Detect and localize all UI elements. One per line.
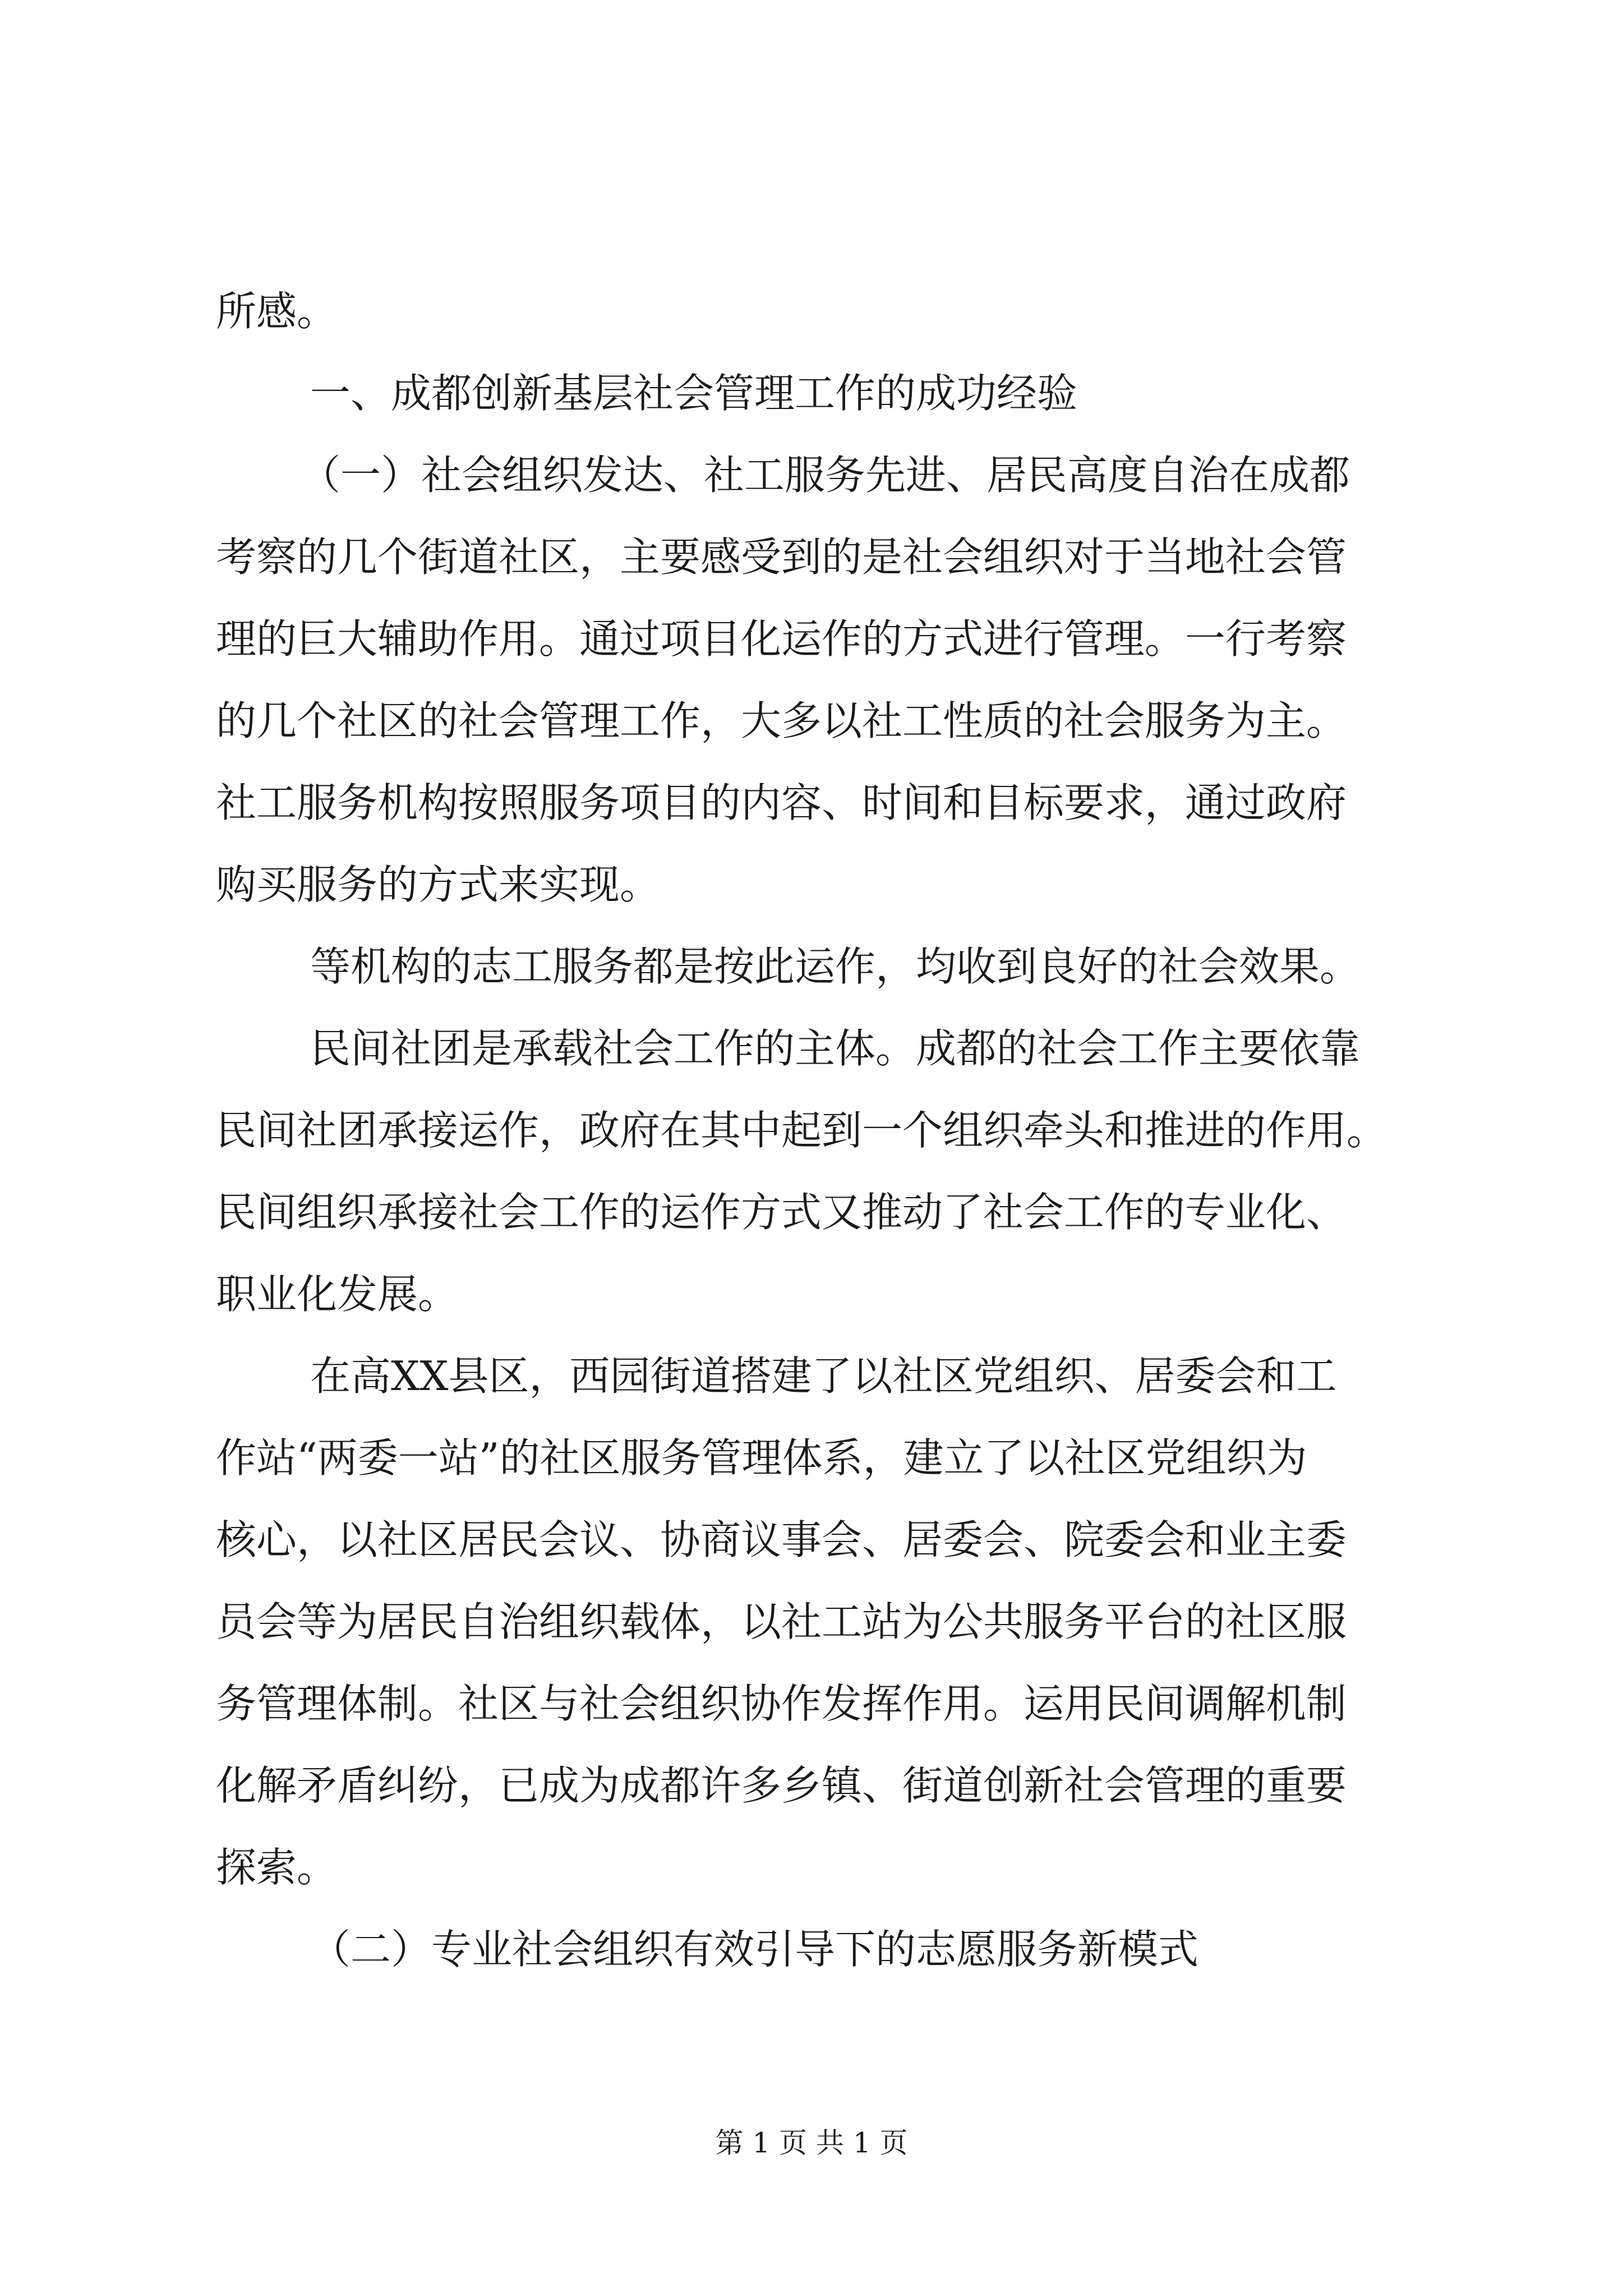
text-line: 购买服务的方式来实现。: [216, 861, 661, 908]
page-footer: [0, 2123, 1623, 2162]
text-line: 民间社团是承载社会工作的主体。成都的社会工作主要依靠: [310, 1025, 1361, 1072]
text-line: 所感。: [216, 288, 338, 335]
section-heading: 一、成都创新基层社会管理工作的成功经验: [310, 370, 1078, 417]
subsection-heading: （一）社会组织发达、社工服务先进、居民高度自治在成都: [300, 452, 1350, 499]
text-line: 务管理体制。社区与社会组织协作发挥作用。运用民间调解机制: [216, 1680, 1347, 1727]
text-line: 探索。: [216, 1844, 338, 1891]
text-line: 民间社团承接运作，政府在其中起到一个组织牵头和推进的作用。: [216, 1107, 1387, 1154]
text-line: 核心，以社区居民会议、协商议事会、居委会、院委会和业主委: [216, 1516, 1347, 1563]
text-line: 在高XX县区，西园街道搭建了以社区党组织、居委会和工: [310, 1352, 1337, 1400]
text-line: 等机构的志工服务都是按此运作，均收到良好的社会效果。: [310, 943, 1361, 990]
text-line: 理的巨大辅助作用。通过项目化运作的方式进行管理。一行考察: [216, 615, 1347, 662]
text-line: 职业化发展。: [216, 1271, 459, 1318]
text-line: 的几个社区的社会管理工作，大多以社工性质的社会服务为主。: [216, 697, 1347, 744]
document-body: [216, 270, 1416, 1990]
subsection-heading: （二）专业社会组织有效引导下的志愿服务新模式: [310, 1926, 1199, 1973]
page-number-label: 第 1 页 共 1 页: [715, 2127, 908, 2159]
text-line: 民间组织承接社会工作的运作方式又推动了社会工作的专业化、: [216, 1189, 1347, 1236]
text-line: 作站“两委一站”的社区服务管理体系，建立了以社区党组织为: [216, 1434, 1307, 1481]
text-line: 考察的几个街道社区，主要感受到的是社会组织对于当地社会管: [216, 533, 1347, 581]
text-line: 化解矛盾纠纷，已成为成都许多乡镇、街道创新社会管理的重要: [216, 1762, 1347, 1809]
text-line: 社工服务机构按照服务项目的内容、时间和目标要求，通过政府: [216, 779, 1347, 826]
text-line: 员会等为居民自治组织载体，以社工站为公共服务平台的社区服: [216, 1598, 1347, 1645]
